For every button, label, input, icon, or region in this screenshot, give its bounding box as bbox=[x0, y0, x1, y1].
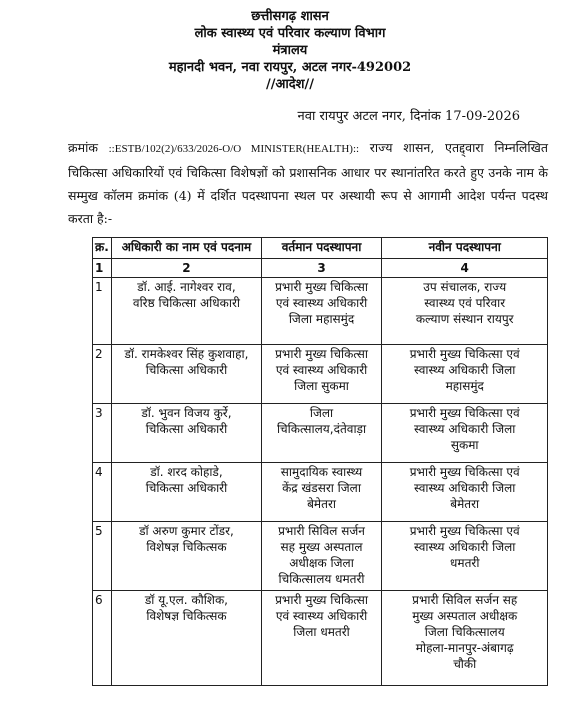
cell-text-line: प्रभारी मुख्य चिकित्सा एवं bbox=[409, 465, 520, 479]
letterhead-address: महानदी भवन, नवा रायपुर, अटल नगर-492002 bbox=[168, 60, 412, 75]
cell-text-line: सुकमा bbox=[450, 438, 479, 452]
cell-text-line: विशेषज्ञ चिकित्सक bbox=[146, 540, 227, 554]
column-number: 3 bbox=[261, 259, 382, 278]
cell-text-line: जिला चिकित्सालय bbox=[424, 625, 505, 639]
cell-text-line: डॉ. आई. नागेश्वर राव, bbox=[137, 280, 236, 294]
cell-text-line: स्वास्थ्य अधिकारी जिला bbox=[414, 540, 516, 554]
place-date-line: नवा रायपुर अटल नगर, दिनांक 17-09-2026 bbox=[297, 109, 520, 124]
cell-text-line: बेमेतरा bbox=[450, 497, 480, 511]
reference-prefix: क्रमांक bbox=[68, 140, 98, 155]
header-new-posting: नवीन पदस्थापना bbox=[382, 238, 548, 259]
cell-text-line: कल्याण संस्थान रायपुर bbox=[415, 312, 514, 326]
cell-text-line: चिकित्सा अधिकारी bbox=[145, 422, 228, 436]
serial-number: 3 bbox=[93, 404, 112, 463]
current-posting-cell bbox=[261, 345, 382, 404]
cell-text-line: मोहला-मानपुर-अंबागढ़ bbox=[415, 641, 514, 655]
header-current-posting: वर्तमान पदस्थापना bbox=[261, 238, 382, 259]
serial-number: 4 bbox=[93, 463, 112, 522]
cell-text-line: स्वास्थ्य अधिकारी जिला bbox=[414, 363, 516, 377]
cell-text-line: चिकित्सा अधिकारी bbox=[145, 481, 228, 495]
cell-text-line: मुख्य अस्पताल अधीक्षक bbox=[412, 609, 518, 623]
header-officer: अधिकारी का नाम एवं पदनाम bbox=[112, 238, 261, 259]
cell-text-line: प्रभारी सिविल सर्जन सह bbox=[412, 593, 518, 607]
cell-text-line: बेमेतरा bbox=[307, 497, 336, 511]
table-row bbox=[93, 278, 548, 345]
cell-text-line: एवं स्वास्थ्य अधिकारी bbox=[275, 296, 368, 310]
new-posting-cell bbox=[382, 591, 548, 686]
current-posting-cell bbox=[261, 278, 382, 345]
cell-text-line: प्रभारी मुख्य चिकित्सा bbox=[275, 593, 368, 607]
current-posting-cell bbox=[261, 522, 382, 591]
order-text: राज्य शासन, एतद्द्वारा निम्नलिखित चिकित्सा अधिकारियों एवं चिकित्सा विशेषज्ञों को प्रशासनिक आधार पर स्थानांतरित करते हुए उनके नाम के सम्मुख कॉलम क्रमांक (4) में दर्शित पदस्थापना स्थल पर अस्थायी रूप से आगामी आदेश पर्यन्त पदस्थ करता है:- bbox=[68, 140, 548, 226]
cell-text-line: प्रभारी मुख्य चिकित्सा bbox=[275, 347, 368, 361]
cell-text-line: महासमुंद bbox=[445, 379, 484, 393]
cell-text-line: डॉ. शरद कोहाडे, bbox=[150, 465, 223, 479]
officer-cell bbox=[112, 278, 261, 345]
order-body-text bbox=[68, 136, 548, 230]
officer-cell bbox=[112, 404, 261, 463]
table-row bbox=[93, 404, 548, 463]
table-row bbox=[93, 591, 548, 686]
cell-text-line: सह मुख्य अस्पताल bbox=[280, 540, 363, 554]
cell-text-line: सामुदायिक स्वास्थ्य bbox=[280, 465, 363, 479]
cell-text-line: स्वास्थ्य अधिकारी जिला bbox=[414, 422, 516, 436]
officer-cell bbox=[112, 591, 261, 686]
cell-text-line: एवं स्वास्थ्य अधिकारी bbox=[275, 609, 368, 623]
officer-cell bbox=[112, 522, 261, 591]
cell-text-line: एवं स्वास्थ्य अधिकारी bbox=[275, 363, 368, 377]
cell-text-line: वरिष्ठ चिकित्सा अधिकारी bbox=[132, 296, 240, 310]
cell-text-line: धमतरी bbox=[450, 556, 480, 570]
officer-cell bbox=[112, 463, 261, 522]
new-posting-cell bbox=[382, 463, 548, 522]
letterhead bbox=[0, 8, 580, 93]
new-posting-cell bbox=[382, 278, 548, 345]
cell-text-line: जिला महासमुंद bbox=[288, 312, 355, 326]
cell-text-line: जिला धमतरी bbox=[293, 625, 350, 639]
letterhead-government: छत्तीसगढ़ शासन bbox=[251, 9, 329, 24]
cell-text-line: अधीक्षक जिला bbox=[289, 556, 354, 570]
cell-text-line: जिला सुकमा bbox=[294, 379, 349, 393]
cell-text-line: डॉ यू.एल. कौशिक, bbox=[144, 593, 229, 607]
cell-text-line: प्रभारी मुख्य चिकित्सा एवं bbox=[409, 406, 520, 420]
cell-text-line: प्रभारी मुख्य चिकित्सा bbox=[275, 280, 368, 294]
cell-text-line: चौकी bbox=[453, 657, 477, 671]
cell-text-line: जिला bbox=[309, 406, 334, 420]
cell-text-line: चिकित्सालय,दंतेवाड़ा bbox=[276, 422, 367, 436]
cell-text-line: डॉ अरुण कुमार टोंडर, bbox=[139, 524, 234, 538]
table-header-row bbox=[93, 238, 548, 259]
table-row bbox=[93, 522, 548, 591]
cell-text-line: डॉ. रामकेश्वर सिंह कुशवाहा, bbox=[124, 347, 249, 361]
officer-cell bbox=[112, 345, 261, 404]
cell-text-line: प्रभारी सिविल सर्जन bbox=[278, 524, 365, 538]
current-posting-cell bbox=[261, 404, 382, 463]
column-number-row bbox=[93, 259, 548, 278]
serial-number: 2 bbox=[93, 345, 112, 404]
cell-text-line: प्रभारी मुख्य चिकित्सा एवं bbox=[409, 524, 520, 538]
letterhead-department: लोक स्वास्थ्य एवं परिवार कल्याण विभाग bbox=[194, 26, 386, 41]
cell-text-line: डॉ. भुवन विजय कुर्रे, bbox=[141, 406, 232, 420]
serial-number: 1 bbox=[93, 278, 112, 345]
cell-text-line: स्वास्थ्य एवं परिवार bbox=[424, 296, 506, 310]
column-number: 1 bbox=[93, 259, 112, 278]
table-row bbox=[93, 345, 548, 404]
new-posting-cell bbox=[382, 522, 548, 591]
header-serial: क्र. bbox=[93, 238, 112, 259]
new-posting-cell bbox=[382, 404, 548, 463]
cell-text-line: चिकित्सालय धमतरी bbox=[278, 572, 365, 586]
new-posting-cell bbox=[382, 345, 548, 404]
reference-number: ::ESTB/102(2)/633/2026-O/O MINISTER(HEALTH):: bbox=[108, 143, 360, 155]
current-posting-cell bbox=[261, 463, 382, 522]
serial-number: 6 bbox=[93, 591, 112, 686]
letterhead-ministry: मंत्रालय bbox=[272, 43, 308, 58]
serial-number: 5 bbox=[93, 522, 112, 591]
order-heading: //आदेश// bbox=[265, 77, 315, 92]
current-posting-cell bbox=[261, 591, 382, 686]
cell-text-line: स्वास्थ्य अधिकारी जिला bbox=[414, 481, 516, 495]
cell-text-line: विशेषज्ञ चिकित्सक bbox=[146, 609, 227, 623]
cell-text-line: उप संचालक, राज्य bbox=[423, 280, 507, 294]
cell-text-line: चिकित्सा अधिकारी bbox=[145, 363, 228, 377]
cell-text-line: केंद्र खंडसरा जिला bbox=[282, 481, 361, 495]
column-number: 4 bbox=[382, 259, 548, 278]
table-row bbox=[93, 463, 548, 522]
transfer-table bbox=[92, 237, 548, 686]
cell-text-line: प्रभारी मुख्य चिकित्सा एवं bbox=[409, 347, 520, 361]
column-number: 2 bbox=[112, 259, 261, 278]
